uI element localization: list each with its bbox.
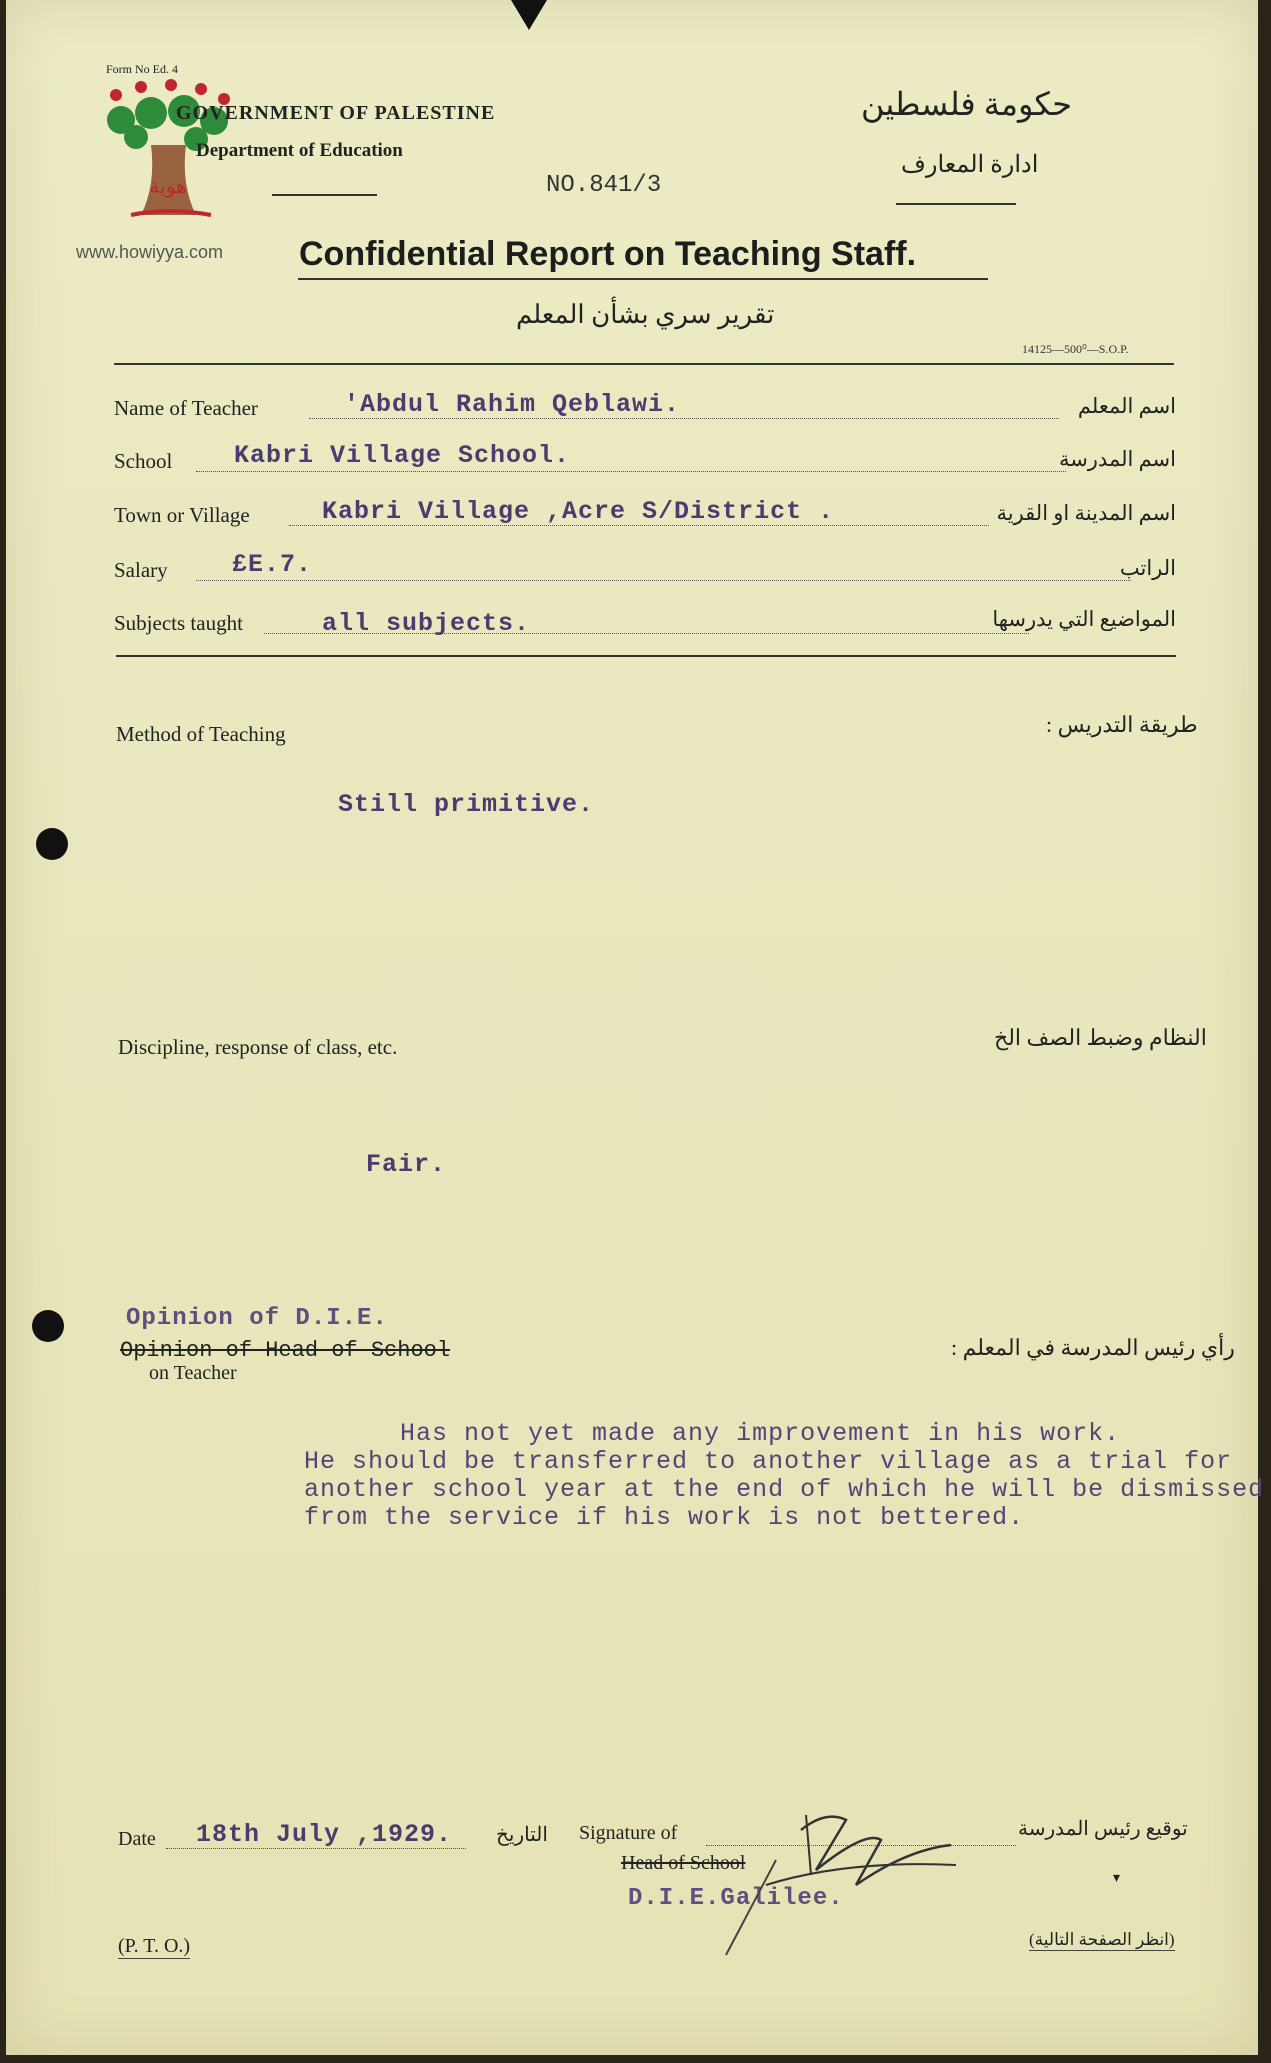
divider (272, 194, 377, 196)
report-title: Confidential Report on Teaching Staff. (299, 235, 917, 273)
signature-label-ar: توقيع رئيس المدرسة (1018, 1818, 1188, 1840)
date-label-ar: التاريخ (496, 1824, 548, 1846)
field-dots (196, 471, 1066, 472)
opinion-line: He should be transferred to another village as a trial for (304, 1447, 1233, 1476)
date-row (118, 1818, 558, 1858)
field-dots (196, 580, 1131, 581)
field-value: 'Abdul Rahim Qeblawi. (344, 390, 681, 419)
signature-label: Signature of (579, 1822, 678, 1844)
signer-title: D.I.E.Galilee. (628, 1885, 844, 1912)
department-en: Department of Education (196, 140, 403, 161)
section-rule (116, 655, 1176, 657)
title-underline (298, 278, 988, 280)
field-value: all subjects. (322, 609, 531, 638)
opinion-typed-label: Opinion of D.I.E. (126, 1305, 388, 1332)
date-value: 18th July ,1929. (196, 1820, 453, 1849)
handwritten-signature (706, 1790, 966, 1970)
discipline-label: Discipline, response of class, etc. (118, 1035, 398, 1059)
field-label: Salary (114, 558, 168, 582)
divider (896, 203, 1016, 205)
punch-hole (32, 1310, 64, 1342)
discipline-label-ar: النظام وضبط الصف الخ (994, 1025, 1207, 1050)
opinion-crossed-label: Opinion of Head of School (120, 1338, 451, 1363)
department-ar: ادارة المعارف (901, 152, 1039, 178)
field-row-teacher (114, 390, 1176, 436)
head-of-school-crossed: Head of School (621, 1852, 746, 1874)
field-row-school (114, 443, 1176, 489)
discipline-value: Fair. (366, 1150, 447, 1179)
pto-ar: (انظر الصفحة التالية) (1029, 1930, 1175, 1949)
field-label: Town or Village (114, 503, 250, 527)
scan-mark (511, 0, 547, 30)
field-label: Subjects taught (114, 611, 243, 635)
field-label: School (114, 449, 173, 473)
field-row-salary (114, 552, 1176, 598)
field-value: Kabri Village School. (234, 441, 571, 470)
opinion-text (304, 1419, 1265, 1532)
pointer-mark: ▾ (1113, 1871, 1121, 1886)
field-value: Kabri Village ,Acre S/District . (322, 497, 835, 526)
field-label-ar: اسم المعلم (1077, 394, 1176, 418)
reference-number: NO.841/3 (546, 172, 662, 199)
svg-text:هوية: هوية (149, 174, 187, 198)
section-rule (114, 363, 1174, 365)
field-row-subjects (114, 605, 1176, 651)
punch-hole (36, 828, 68, 860)
government-title-en: GOVERNMENT OF PALESTINE (176, 102, 496, 124)
opinion-line: another school year at the end of which he will be dismissed (304, 1475, 1265, 1504)
field-row-town (114, 497, 1176, 543)
method-value: Still primitive. (338, 790, 595, 819)
field-label-ar: الراتب (1119, 556, 1176, 580)
field-label: Name of Teacher (114, 396, 258, 420)
pto-en: (P. T. O.) (118, 1935, 191, 1957)
method-label: Method of Teaching (116, 722, 286, 746)
field-label-ar: اسم المدرسة (1058, 447, 1176, 471)
report-title-ar: تقرير سري بشأن المعلم (516, 300, 775, 329)
form-number: Form No Ed. 4 (106, 62, 178, 76)
opinion-label-ar: رأي رئيس المدرسة في المعلم : (951, 1335, 1235, 1360)
field-value: £E.7. (232, 550, 313, 579)
field-label-ar: المواضيع التي يدرسها (992, 607, 1176, 631)
field-label-ar: اسم المدينة او القرية (996, 501, 1176, 525)
print-code: 14125—500⁰—S.O.P. (1022, 342, 1129, 356)
government-title-ar: حكومة فلسطين (861, 86, 1072, 122)
opinion-line: from the service if his work is not bettered. (304, 1503, 1025, 1532)
method-label-ar: طريقة التدريس : (1046, 712, 1198, 737)
opinion-line: Has not yet made any improvement in his work. (304, 1419, 1121, 1448)
document-page (6, 0, 1265, 2055)
watermark-url: www.howiyya.com (76, 242, 224, 262)
opinion-sub-label: on Teacher (149, 1362, 237, 1384)
date-label: Date (118, 1828, 156, 1850)
